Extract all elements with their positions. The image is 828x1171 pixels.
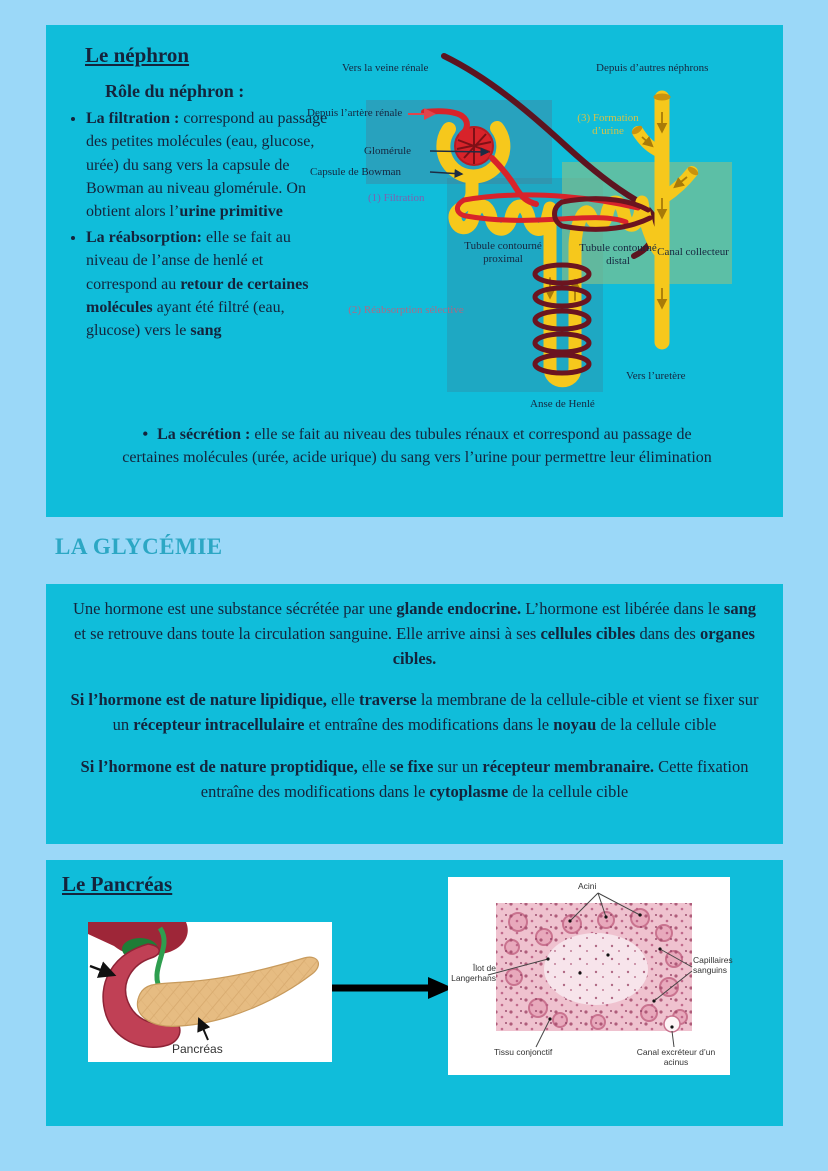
label-vers-uretere: Vers l’uretère: [626, 370, 686, 382]
text-run: L’hormone est libérée dans le: [521, 599, 724, 618]
text-run: elle se fait au niveau des tubules rénaux et correspond au passage de certaines molécules (urée, acide urique) du sang vers l’urine pour permettre leur élimination: [122, 426, 712, 467]
text-run: récepteur intracellulaire: [133, 715, 305, 734]
text-run: Une hormone est une substance sécrétée par une: [72, 599, 397, 618]
pancreas-histology-figure: [448, 877, 733, 1075]
histology-label-acini: Acini: [578, 881, 597, 891]
label-formation-urine: (3) Formation d’urine: [577, 112, 639, 137]
text-run: elle: [357, 756, 390, 776]
hormone-lipidique-paragraph: [46, 688, 783, 738]
text-run: récepteur membranaire.: [482, 756, 655, 776]
text-run: La filtration :: [86, 110, 180, 127]
text-run: elle se fait au niveau de l’anse de henlé et correspond au: [86, 228, 291, 293]
label-canal-collecteur: Canal collecteur: [657, 246, 729, 258]
label-filtration: (1) Filtration: [368, 192, 425, 204]
histology-label-capillaires: Capillaires sanguins: [693, 955, 733, 976]
text-run: la membrane de la cellule-cible et vient se fixer sur un: [112, 690, 759, 734]
bullet-secretion: [114, 423, 720, 469]
pancreas-title: Le Pancréas: [62, 872, 173, 896]
nephron-subtitle: Rôle du néphron :: [105, 81, 245, 101]
histology-label-canal: Canal excréteur d’un acinus: [636, 1047, 716, 1068]
connector-arrow: [330, 976, 454, 1000]
label-tubule-proximal: Tubule contourné proximal: [464, 240, 542, 265]
text-run: glande endocrine.: [396, 599, 522, 618]
label-vers-veine-renale: Vers la veine rénale: [342, 62, 429, 74]
text-run: sang: [723, 599, 757, 618]
glycemie-card: [46, 584, 783, 844]
label-tubule-distal: Tubule contourné distal: [579, 242, 657, 267]
label-depuis-artere-renale: Depuis l’artère rénale: [307, 107, 403, 119]
nephron-card: [46, 25, 783, 517]
text-run: Si l’hormone est de nature lipidique,: [70, 690, 327, 710]
excretory-duct: [664, 1016, 680, 1032]
text-run: et entraîne des modifications dans le: [304, 715, 554, 734]
text-run: traverse: [358, 690, 417, 710]
glycemie-heading: LA GLYCÉMIE: [55, 534, 223, 559]
text-run: de la cellule cible: [596, 715, 717, 734]
label-depuis-autres-nephrons: Depuis d’autres néphrons: [596, 62, 709, 74]
nephron-bullet-list: [64, 107, 330, 345]
text-run: noyau: [553, 715, 597, 734]
text-run: urine primitive: [179, 203, 283, 221]
hormone-proptidique-paragraph: [46, 755, 783, 805]
text-run: Si l’hormone est de nature proptidique,: [80, 756, 358, 776]
text-run: elle: [326, 690, 359, 710]
text-run: sur un: [433, 756, 483, 776]
label-reabsorption: (2) Réabsorption sélective: [348, 304, 464, 316]
text-run: de la cellule cible: [508, 781, 629, 801]
nephron-title: Le néphron: [85, 43, 190, 67]
bullet-filtration: [86, 107, 330, 224]
hormone-definition-paragraph: [46, 584, 783, 671]
text-run: dans des: [635, 623, 700, 643]
text-run: cytoplasme: [429, 781, 509, 801]
text-run: organes cibles.: [392, 623, 755, 668]
text-run: se fixe: [389, 756, 434, 776]
text-run: La réabsorption:: [86, 228, 202, 246]
pancreas-figure-label: Pancréas: [172, 1042, 223, 1056]
text-run: et se retrouve dans toute la circulation sanguine. Elle arrive ainsi à ses: [74, 623, 541, 643]
label-glomerule: Glomérule: [364, 145, 412, 157]
text-run: sang: [190, 322, 222, 340]
pancreas-anatomy-drawing: [88, 922, 332, 1062]
label-anse-henle: Anse de Henlé: [530, 398, 595, 410]
bullet-marker: •: [142, 426, 149, 443]
bullet-reabsorption: [86, 226, 330, 343]
pancreas-card: [46, 860, 783, 1126]
histology-label-tissu: Tissu conjonctif: [494, 1047, 553, 1057]
text-run: La sécrétion :: [157, 426, 251, 443]
histology-label-ilot: Îlot de Langerhans: [451, 963, 496, 984]
text-run: retour de certaines molécules: [86, 275, 309, 316]
text-run: cellules cibles: [540, 623, 636, 643]
text-run: correspond au passage des petites molécules (eau, glucose, urée) du sang vers la capsule de Bowman au niveau glomérule. On obtient alors l’: [86, 110, 328, 221]
pancreas-anatomy-figure: [88, 922, 332, 1062]
text-run: Cette fixation entraîne des modifications dans le: [200, 756, 749, 801]
label-capsule-bowman: Capsule de Bowman: [310, 166, 402, 178]
text-run: ayant été filtré (eau, glucose) vers le: [86, 298, 285, 340]
nephron-diagram: [304, 50, 782, 425]
